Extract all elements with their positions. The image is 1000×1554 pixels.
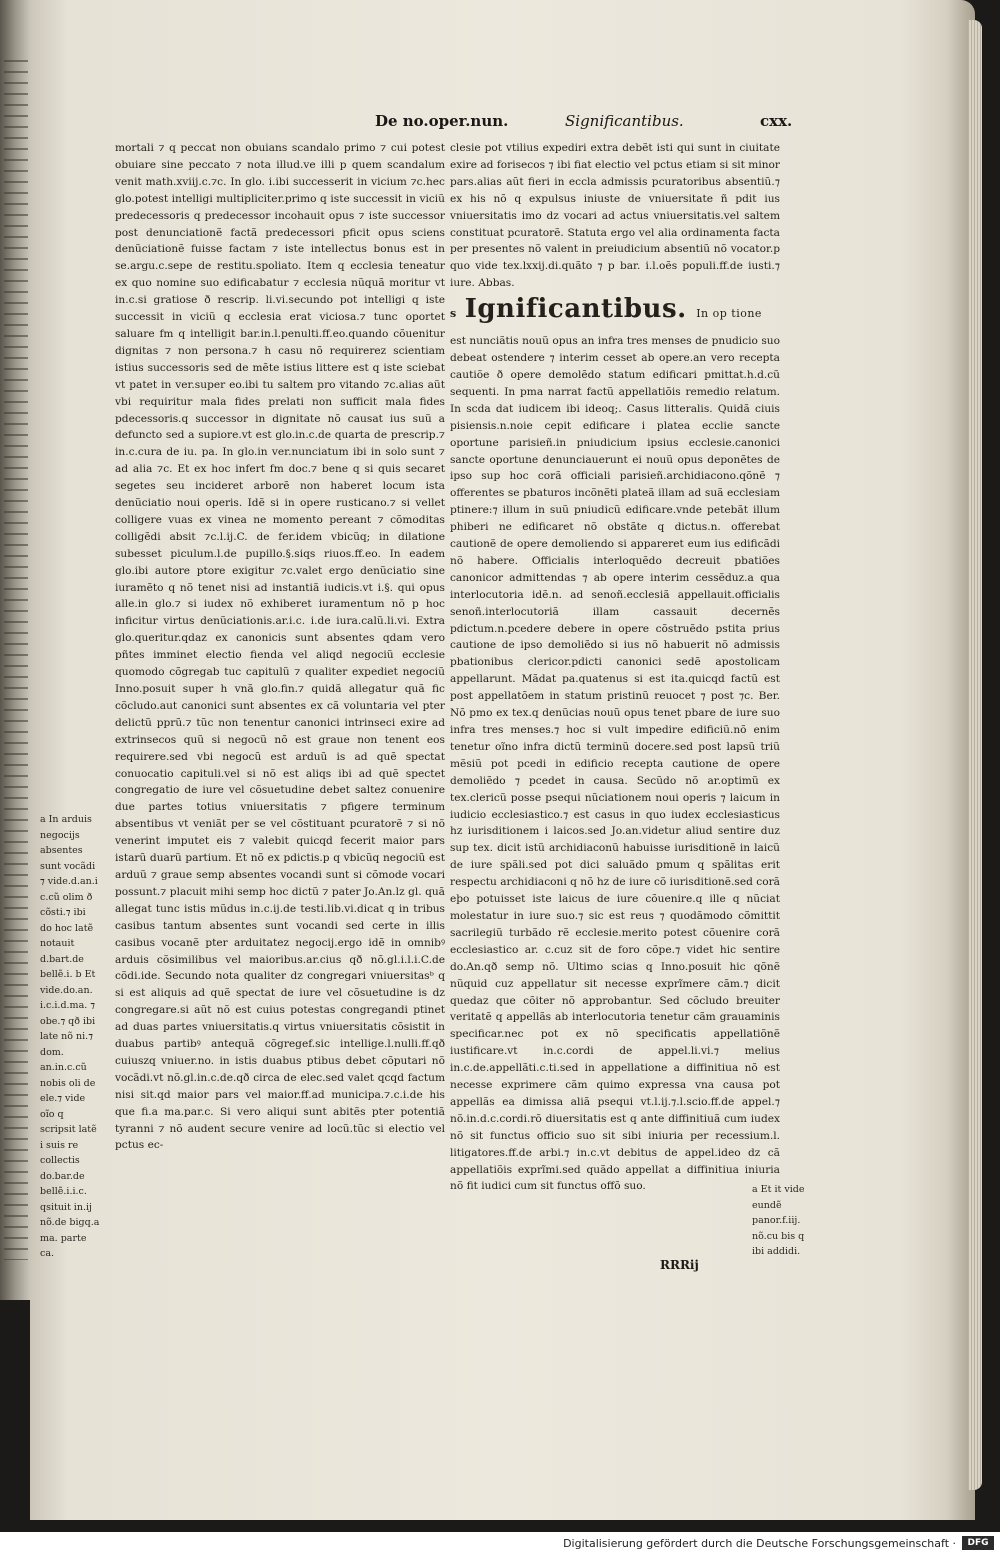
section-heading: [450, 294, 780, 329]
page-stack-edge: [968, 20, 982, 1490]
paragraph-continued: clesie pot vtilius expediri extra debẽt isti qui sunt in ciuitate exire ad forisecos ⁊ ibi fiat electio vel pctus etiam si sit minor pars.alias aũt fieri in eccla admissis pcuratoribus absentiũ.⁊ ex his nõ q expulsus iniuste de vniuersitate ñ pdit ius vniuersitatis imo dz vocari ad actus vniuersitatis.vel saltem constituat pcuratorẽ. Statuta ergo vel alia ordinamenta facta per presentes nõ valent in preiudicium absentiũ nõ vocator.p quo vide tex.lxxij.di.quãto ⁊ p bar. i.l.oẽs populi.ff.de iusti.⁊ iure. Abbas.: [450, 142, 780, 290]
paragraph-body: est nunciãtis nouũ opus an infra tres menses de pnudicio suo debeat ostendere ⁊ interim cesset ab opere.an vero recepta cautiõe ð opere demolẽdo statum edificari pmittat.h.d.cũ sequenti. In pma narrat factũ appellatiõis remedio relatum. In scda dat iudicem ibi ideoq;. Casus litteralis. Quidã ciuis pisiensis.n.noie cepit edificare i platea ecclie sancte oportune parisieñ.in pniudicium ipsius ecclesie.canonici sancte oportune denunciauerunt ei nouũ opus deponẽtes de ipso sup hoc corã officiali parisieñ.archidiacono.qõnẽ ⁊ offerentes se pbaturos incõnẽti plateã illam ad suã ecclesiam ptinere:⁊ illum in suũ pniudicũ edificare.vnde petebãt illum phiberi ne edificaret nõ obstãte q dictus.n. offerebat cautionẽ de opere demoliendo si appareret eum ius edificãdi nõ habere. Officialis interloquẽdo decreuit pbatiões canonicor admittendas ⁊ ab opere interim cessẽduz.a qua interlocutoria idẽ.n. ad senoñ.ecclesiã appellauit.officialis senoñ.interlocutoriã illam cassauit decernẽs pdictum.n.pcedere debere in opere cõstruẽdo pstita prius cautione de ipso demoliẽdo si ius nõ habuerit nõ admissis pbationibus clericor.pdicti canonici sedẽ apostolicam appellarunt. Mãdat pa.quatenus si est ita.quicqd factũ est post appellatõem in statum pristinũ reuocet ⁊ post ⁊c. Ber. Nõ pmo ex tex.q denũcias nouũ opus tenet pbare de iure suo infra tres menses.⁊ hoc si vult impedire edificiũ.nõ enim tenetur oĩno infra dictũ terminũ docere.sed post lapsũ triũ mẽsiũ pot pcedi in edificio recepta cautione de opere demoliẽdo ⁊ pcedet in causa. Secũdo nõ ar.optimũ ex tex.clericũ posse psequi nũciationem noui operis ⁊ laicum in iudicio ecclesiastico.⁊ est casus in quo iudex ecclesiasticus hz iurisditionem i laicos.sed Jo.an.videtur aliud sentire duz sup tex. dicit istũ archidiaconũ habuisse iurisditionẽ in laicũ de iure spãli.sed pot dici saluãdo pmum q spãlitas erit respectu archidiaconi q nõ hz de iure cõ iurisditionẽ.sed corã eþo potuisset iste laicus de iure cõuenire.q ille q nũciat molestatur in iure suo.⁊ sic est reus ⁊ quodãmodo cõmittit sacrilegiũ turbãdo rẽ ecclesie.merito potest cõuenire corã ecclesiastico ar. c.cuz sit de foro cõpe.⁊ videt hic sentire do.An.qð semp nõ. Ultimo scias q Inno.posuit hic qõnẽ nũquid cuz appellatur sit necesse exprĩmere cãm.⁊ dicit quedaz que cõiter nõ approbantur. Sed cõcludo breuiter veritatẽ q appellãs ab interlocutoria tenetur cãm grauaminis specificar.nec pot ex nõ specificatis appellatiõnẽ iustificare.vt in.c.cordi de appel.li.vi.⁊ melius in.c.de.appellãti.c.ti.sed in appellatione a diffinitiua nõ est necesse exprimere cãm quimo expressa vna causa pot appellãs ea dimissa aliã psequi vt.l.ij.⁊.l.scio.ff.de appel.⁊ nõ.in.d.c.cordi.rõ diuersitatis est q ante diffinitiuã cum iudex nõ sit functus officio suo sit sibi iniuria per recessium.l. litigatores.ff.de arbi.⁊ in.c.vt debitus de appel.ideo dz cã appellatiõis exprĩmi.sed quãdo appellat a diffinitiua iniuria nõ fit iudici cum sit functus offõ suo.: [450, 335, 780, 1193]
header-title-center: Significantibus.: [565, 112, 684, 130]
footer-credit: Digitalisierung gefördert durch die Deutsche Forschungsgemeinschaft ·: [563, 1537, 956, 1550]
heading-lead: In op tione: [696, 307, 762, 321]
dfg-logo: DFG: [962, 1536, 994, 1550]
paragraph: mortali ⁊ q peccat non obuians scandalo primo ⁊ cui potest obuiare sine peccato ⁊ nota illud.ve illi p quem scandalum venit math.xviij.c.⁊c. In glo. i.ibi successerit in vicium ⁊c.hec glo.potest intelligi multipliciter.primo q iste successit in viciũ predecessoris q predecessor incohauit opus ⁊ iste successor post denunciationẽ factã predecessori pficit opus sciens denũciationẽ fuisse factam ⁊ iste intellectus bonus est in se.argu.c.sepe de restitu.spoliato. Item q ecclesia teneatur ex quo nomine suo edificabatur ⁊ ecclesia nũquã moritur vt in.c.si gratiose ð rescrip. li.vi.secundo pot intelligi q iste successit in viciũ q ecclesia erat viciosa.⁊ tunc oportet saluare fm q intelligit bar.in.l.penulti.ff.eo.quando cõuenitur dignitas ⁊ non persona.⁊ h casu nõ requirerez scientiam istius successoris sed de mẽte istius littere est q iste sciebat vt patet in ver.super eo.ibi tu saltem pro vitando ⁊c.alias aũt vbi requiritur mala fides prelati non sufficit mala fides pdecessoris.q successor in dignitate nõ causat ius suũ a defuncto sed a supiore.vt est glo.in.c.de quarta de prescrip.⁊ in.c.cura de iu. pa. In glo.in ver.nunciatum ibi in solo sunt ⁊ ad alia ⁊c. Et ex hoc infert fm doc.⁊ bene q si quis secaret segetes seu incideret arborẽ non haberet locum ista denũciatio noui operis. Idẽ si in opere rusticano.⁊ si vellet colligere vuas ex vinea ne momento pereant ⁊ cõmoditas colligẽdi absit ⁊c.l.ij.C. de fer.idem vbicũq; in dilatione subesset piculum.l.de pupillo.§.siqs riuos.ff.eo. In eadem glo.ibi autore ptore exigitur ⁊c.valet ergo denũciatio sine iuramẽto q nõ tenet nisi ad instantiã iudicis.vt i.§. qui opus alle.in glo.⁊ si iudex nõ exhiberet iuramentum nõ p hoc inficitur virtus denũciationis.ar.i.c. i.de iura.calũ.li.vi. Extra glo.queritur.qdaz ex canonicis sunt absentes qdam vero pñtes imminet electio fienda vel aliqd negociũ ecclesie quomodo cõgregab tuc capitulũ ⁊ qualiter expediet negociũ Inno.posuit super h vnã glo.fin.⁊ quidã allegatur quã fic cõcludo.aut canonici sunt absentes ex cã voluntaria vel pter delictũ pprũ.⁊ tũc non tenentur canonici intrinseci exire ad extrinsecos quũ si negocũ nõ est graue non tenent eos requirere.sed vbi negocũ est arduũ is ad quẽ spectat conuocatio capituli.vel si nõ est aliqs ibi ad quẽ spectet congregatio de iure vel cõsuetudine debet saltez conuenire due partes totius vniuersitatis ⁊ pfigere terminum absentibus vt veniãt per se vel cõstituant pcuratorẽ ⁊ si nõ venerint imputet eis ⁊ valebit quicqd fecerit maior pars istarũ duarũ partium. Et nõ ex pdictis.p q vbicũq negociũ est arduũ ⁊ graue semp absentes vocandi sunt si cõmode vocari possunt.⁊ placuit mihi semp hoc dictũ ⁊ pater Jo.An.lz gl. quã allegat tunc istis mũdus in.c.ij.de testi.lib.vi.dicat q in tribus casibus tantum absentes sunt vocandi sed certe in illis casibus vocanẽ pter arduitatez negocij.ergo idẽ in omnibꝰ arduis cõsimilibus vel maioribus.ar.cius qð nõ.gl.i.l.i.C.de cõdi.ide. Secundo nota qualiter dz congregari vniuersitasᵇ q si est aliquis ad quẽ spectat de iure vel cõsuetudine is dz congregare.si aũt nõ est cuius potestas congregandi ptinet ad duas partes vniuersitatis.q virtus vniuersitatis cõsistit in duabus partibꝰ antequã cõgregef.sic intellige.l.nulli.ff.qð cuiuszq vniuer.no. in istis duabus ptibus debet cõputari nõ vocãdi.vt nõ.gl.in.c.de.qð circa de elec.sed valet qcqd factum nisi sit.qd maior pars vel maior.ff.ad municipa.⁊.c.i.de his que fi.a ma.par.c. Si vero aliqui sunt abitẽs pter potentiã tyranni ⁊ nõ audent secure venire ad locũ.tũc si electio vel pctus ec-: [115, 142, 445, 1152]
text-column-left: [115, 140, 445, 1270]
text-column-right: [450, 140, 780, 1270]
guide-letter: s: [450, 307, 457, 321]
running-header: [375, 112, 815, 136]
left-page-edge: [0, 0, 34, 1300]
header-title-left: De no.oper.nun.: [375, 112, 509, 130]
margin-note-left: a In arduis negocijs absentes sunt vocãdi ⁊ vide.d.an.i c.cũ olim ð cõsti.⁊ ibi do hoc latẽ notauit d.bart.de bellẽ.i. b Et vide.do.an. i.c.i.d.ma. ⁊ obe.⁊ qð ibi late nõ ni.⁊ dom. an.in.c.cũ nobis oli de ele.⁊ vide oĩo q scripsit latẽ i suis re collectis do.bar.de bellẽ.i.i.c. qsituit in.ij nõ.de bigq.a ma. parte ca.: [40, 814, 100, 1259]
margin-note-right: a Et it vide eundẽ panor.f.iij. nõ.cu bis q ibi addidi.: [752, 1184, 805, 1257]
heading-title: Ignificantibus.: [464, 294, 687, 325]
footer-bar: [0, 1532, 1000, 1554]
left-page-text-fragment: [4, 60, 28, 1260]
signature-mark: RRRij: [660, 1258, 699, 1272]
folio-number: cxx.: [760, 112, 793, 130]
